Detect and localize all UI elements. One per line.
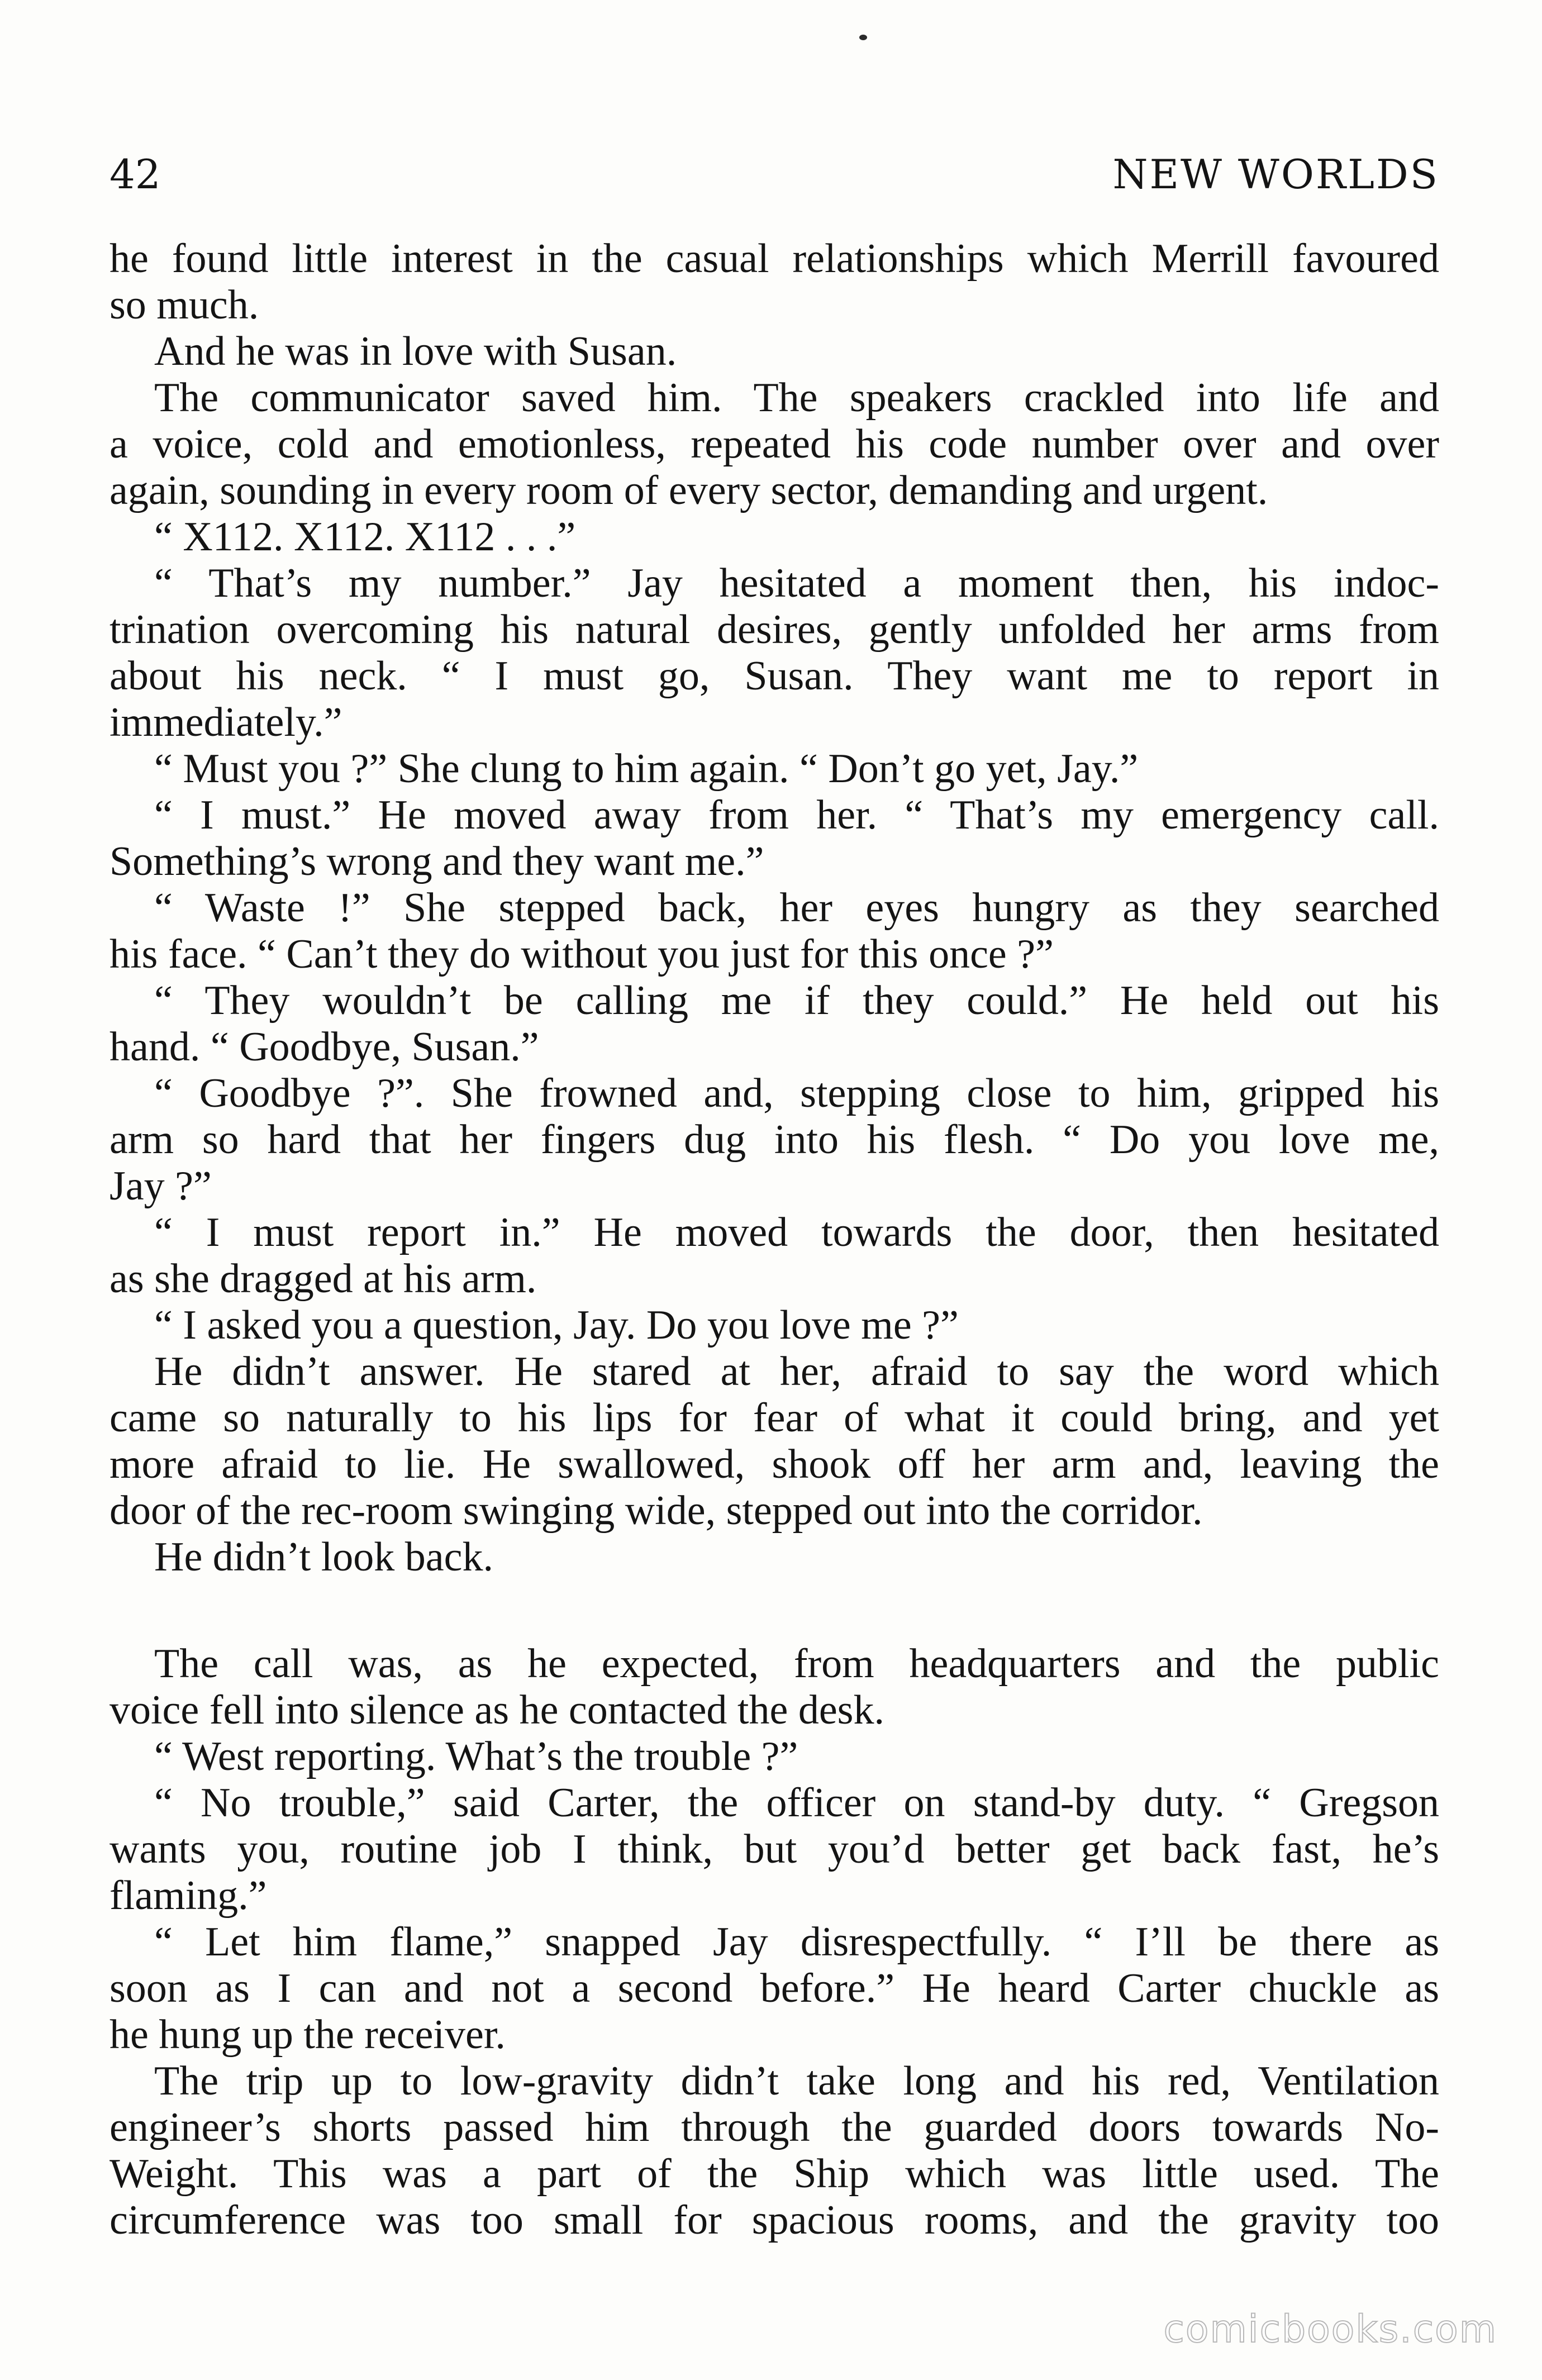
text-line: flaming.” xyxy=(110,1873,267,1919)
paragraph xyxy=(110,236,1439,329)
text-line: Weight. This was a part of the Ship which was little used. The xyxy=(110,2151,1439,2197)
ink-speck xyxy=(859,35,867,40)
paragraph xyxy=(110,746,1439,792)
text-line: “ Goodbye ?”. She frowned and, stepping close to him, gripped his xyxy=(154,1070,1439,1116)
paragraph xyxy=(110,329,1439,375)
text-line: soon as I can and not a second before.” He heard Carter chuckle as xyxy=(110,1965,1439,2011)
text-line: The call was, as he expected, from headquarters and the public xyxy=(154,1641,1439,1687)
text-line: again, sounding in every room of every sector, demanding and urgent. xyxy=(110,468,1268,513)
paragraph xyxy=(110,1302,1439,1349)
text-line: “ X112. X112. X112 . . .” xyxy=(154,514,576,560)
text-line: so much. xyxy=(110,282,259,328)
text-line: “ No trouble,” said Carter, the officer on stand-by duty. “ Gregson xyxy=(154,1780,1439,1826)
paragraph xyxy=(110,1641,1439,1734)
text-line: The trip up to low-gravity didn’t take long and his red, Ventilation xyxy=(154,2058,1439,2104)
paragraph xyxy=(110,2058,1439,2244)
text-line: as she dragged at his arm. xyxy=(110,1256,537,1302)
text-line: circumference was too small for spacious rooms, and the gravity too xyxy=(110,2197,1439,2243)
text-line: He didn’t answer. He stared at her, afraid to say the word which xyxy=(154,1349,1439,1394)
paragraph xyxy=(110,514,1439,560)
text-line: He didn’t look back. xyxy=(154,1534,493,1580)
text-line: “ Waste !” She stepped back, her eyes hungry as they searched xyxy=(154,885,1439,931)
text-line: wants you, routine job I think, but you’d better get back fast, he’s xyxy=(110,1826,1439,1872)
paragraph xyxy=(110,560,1439,746)
text-line: Something’s wrong and they want me.” xyxy=(110,839,764,884)
paragraph xyxy=(110,978,1439,1070)
paragraph xyxy=(110,1070,1439,1210)
text-line: “ They wouldn’t be calling me if they could.” He held out his xyxy=(154,978,1439,1024)
section-break xyxy=(110,1581,1439,1641)
text-line: “ Let him flame,” snapped Jay disrespectfully. “ I’ll be there as xyxy=(154,1919,1439,1965)
text-line: immediately.” xyxy=(110,699,342,745)
text-line: arm so hard that her fingers dug into his flesh. “ Do you love me, xyxy=(110,1117,1439,1163)
watermark: comicbooks.com xyxy=(1163,2307,1497,2352)
body-text xyxy=(110,236,1439,2244)
text-line: his face. “ Can’t they do without you just for this once ?” xyxy=(110,931,1054,977)
text-line: “ That’s my number.” Jay hesitated a moment then, his indoc- xyxy=(154,560,1439,606)
text-line: came so naturally to his lips for fear of what it could bring, and yet xyxy=(110,1395,1439,1441)
text-line: “ Must you ?” She clung to him again. “ Don’t go yet, Jay.” xyxy=(154,746,1139,792)
paragraph xyxy=(110,1780,1439,1919)
text-line: trination overcoming his natural desires, gently unfolded her arms from xyxy=(110,607,1439,653)
paragraph xyxy=(110,375,1439,514)
text-line: he found little interest in the casual relationships which Merrill favoured xyxy=(110,236,1439,282)
paragraph xyxy=(110,792,1439,885)
text-line: a voice, cold and emotionless, repeated his code number over and over xyxy=(110,421,1439,467)
paragraph xyxy=(110,1534,1439,1581)
text-line: hand. “ Goodbye, Susan.” xyxy=(110,1024,539,1070)
paragraph xyxy=(110,1734,1439,1780)
text-line: “ I asked you a question, Jay. Do you love me ?” xyxy=(154,1302,959,1348)
text-line: engineer’s shorts passed him through the guarded doors towards No- xyxy=(110,2105,1439,2150)
text-line: The communicator saved him. The speakers crackled into life and xyxy=(154,375,1439,421)
text-line: “ I must report in.” He moved towards the door, then hesitated xyxy=(154,1210,1439,1255)
text-line: he hung up the receiver. xyxy=(110,2012,506,2058)
text-line: “ West reporting. What’s the trouble ?” xyxy=(154,1734,798,1779)
text-line: Jay ?” xyxy=(110,1163,212,1209)
text-line: about his neck. “ I must go, Susan. They want me to report in xyxy=(110,653,1439,699)
text-line: voice fell into silence as he contacted the desk. xyxy=(110,1687,884,1733)
page-number: 42 xyxy=(110,151,161,198)
page-header xyxy=(110,151,1439,212)
text-line: And he was in love with Susan. xyxy=(154,329,677,374)
text-line: door of the rec-room swinging wide, stepped out into the corridor. xyxy=(110,1488,1203,1534)
text-line: “ I must.” He moved away from her. “ That’s my emergency call. xyxy=(154,792,1439,838)
running-head: NEW WORLDS xyxy=(1112,151,1439,198)
paragraph xyxy=(110,885,1439,978)
paragraph xyxy=(110,1210,1439,1302)
text-line: more afraid to lie. He swallowed, shook off her arm and, leaving the xyxy=(110,1441,1439,1487)
paragraph xyxy=(110,1349,1439,1534)
paragraph xyxy=(110,1919,1439,2058)
